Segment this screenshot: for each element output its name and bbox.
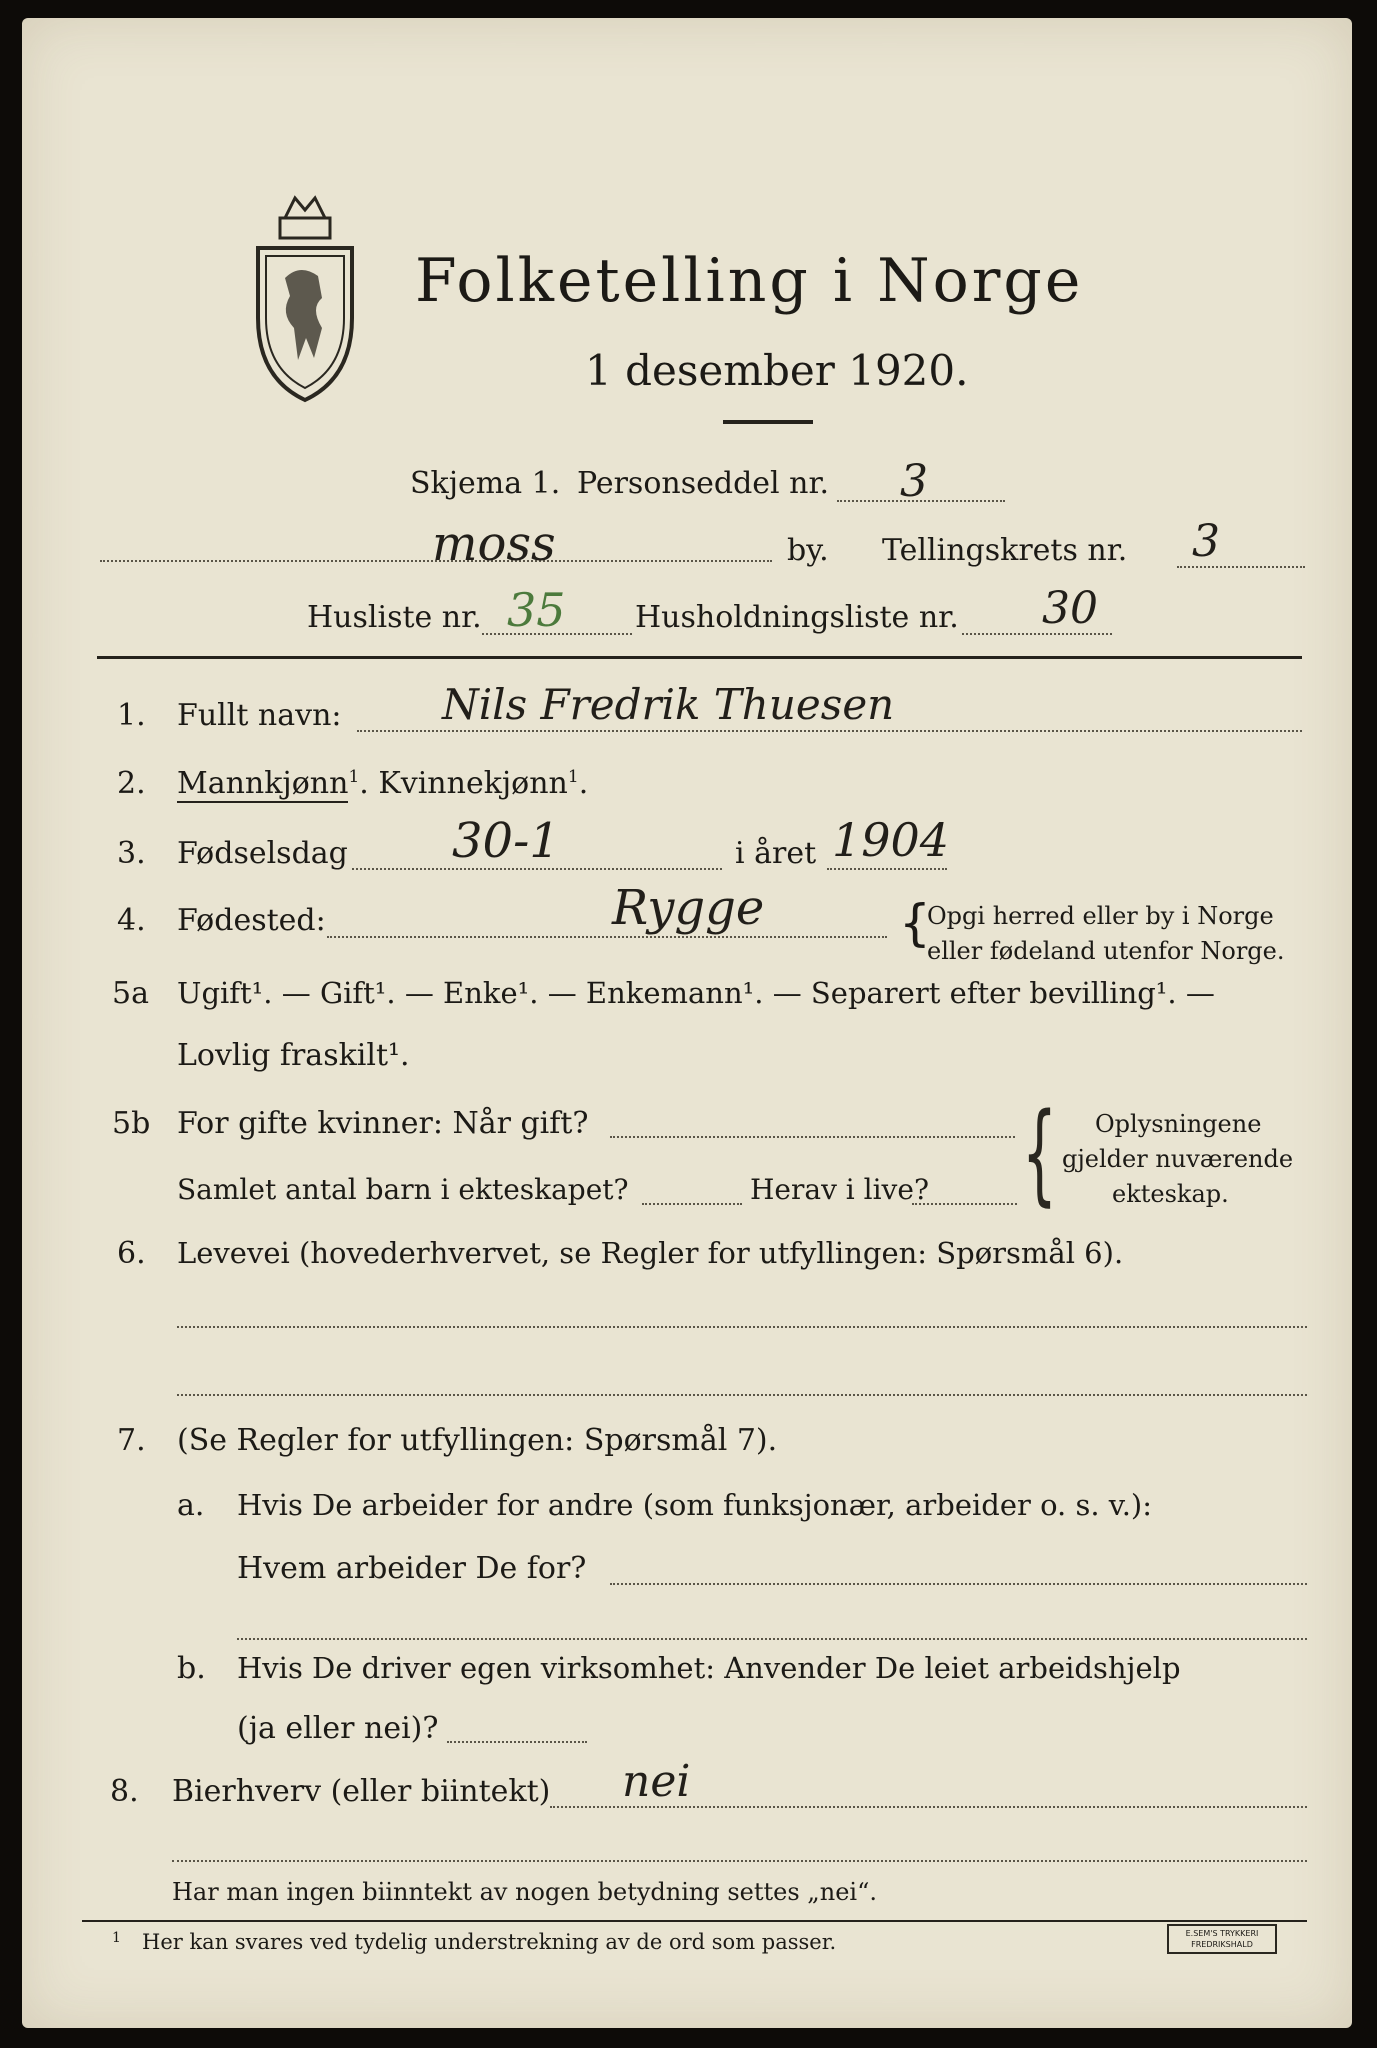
q8-label: Bierhverv (eller biintekt) — [172, 1774, 551, 1809]
q2-separator: . — [359, 766, 379, 801]
q5b-married-line — [610, 1136, 1015, 1138]
q7b-line — [447, 1741, 587, 1743]
q5a-number: 5a — [112, 976, 149, 1011]
personseddel-label: Personseddel nr. — [577, 466, 830, 501]
q5b-children: Samlet antal barn i ekteskapet? — [177, 1173, 629, 1206]
kvinnekjonn-option[interactable]: Kvinnekjønn — [378, 766, 568, 801]
q8-line-extra — [172, 1860, 1307, 1862]
q1-line — [357, 730, 1302, 732]
q7a-line-1: Hvis De arbeider for andre (som funksjonær, arbeider o. s. v.): — [237, 1488, 1153, 1522]
q7-label: (Se Regler for utfyllingen: Spørsmål 7). — [177, 1423, 778, 1458]
birthplace-value[interactable]: Rygge — [612, 880, 765, 936]
q7a-letter: a. — [177, 1488, 205, 1523]
footnote-text: Her kan svares ved tydelig understrekning av de ord som passer. — [142, 1930, 837, 1954]
husliste-value[interactable]: 35 — [507, 583, 566, 637]
q7-number: 7. — [117, 1423, 146, 1458]
footer-note: Har man ingen biinntekt av nogen betydning settes „nei“. — [172, 1878, 877, 1906]
title-divider — [723, 420, 813, 424]
footnote-mark: 1 — [112, 1930, 121, 1946]
birthday-value[interactable]: 30-1 — [452, 813, 560, 869]
q6-label: Levevei (hovederhvervet, se Regler for utfyllingen: Spørsmål 6). — [177, 1236, 1124, 1270]
marital-status-options-2[interactable]: Lovlig fraskilt¹. — [177, 1038, 410, 1073]
census-form — [22, 18, 1352, 2028]
q5b-note-1: Oplysningene — [1095, 1110, 1262, 1138]
q7a-line-extra — [237, 1638, 1307, 1640]
q7a-line-2: Hvem arbeider De for? — [237, 1551, 587, 1586]
q8-number: 8. — [110, 1774, 139, 1809]
q3-year-label: i året — [735, 836, 817, 871]
by-label: by. — [787, 533, 829, 568]
husliste-label: Husliste nr. — [307, 600, 482, 635]
q6-line-1 — [177, 1326, 1307, 1328]
q7b-letter: b. — [177, 1651, 206, 1686]
q7b-line-1: Hvis De driver egen virksomhet: Anvender De leiet arbeidshjelp — [237, 1651, 1181, 1685]
q2-number: 2. — [117, 766, 146, 801]
form-title: Folketelling i Norge — [415, 246, 1084, 316]
q7b-line-2: (ja eller nei)? — [237, 1711, 439, 1746]
q5b-note-2: gjelder nuværende — [1062, 1145, 1294, 1173]
husholdningsliste-label: Husholdningsliste nr. — [635, 600, 959, 635]
norwegian-coat-of-arms-icon — [250, 188, 360, 408]
q2-end: . — [578, 766, 589, 801]
q5b-number: 5b — [112, 1106, 151, 1141]
full-name-value[interactable]: Nils Fredrik Thuesen — [442, 680, 895, 729]
side-income-value[interactable]: nei — [622, 1756, 691, 1807]
q5b-alive: Herav i live? — [750, 1173, 929, 1206]
printer-line-2: FREDRIKSHALD — [1191, 1940, 1253, 1949]
q5b-note-3: ekteskap. — [1112, 1180, 1229, 1208]
q4-line — [327, 936, 887, 938]
q6-line-2 — [177, 1394, 1307, 1396]
footnote-separator — [82, 1920, 1307, 1922]
q1-number: 1. — [117, 698, 146, 733]
header-separator — [97, 656, 1302, 659]
q3-label: Fødselsdag — [177, 836, 348, 871]
q7a-line — [610, 1583, 1307, 1585]
q5b-bracket: { — [1022, 1089, 1057, 1217]
husholdningsliste-value[interactable]: 30 — [1042, 583, 1098, 634]
city-value[interactable]: moss — [432, 516, 556, 572]
printer-line-1: E.SEM'S TRYKKERI — [1185, 1929, 1259, 1938]
q3-number: 3. — [117, 836, 146, 871]
tellingskrets-label: Tellingskrets nr. — [882, 533, 1128, 568]
personseddel-value[interactable]: 3 — [900, 456, 928, 507]
skjema-label: Skjema 1. — [410, 466, 561, 501]
q2-options: Mannkjønn$^1$. Kvinnekjønn$^1$. — [177, 766, 589, 801]
printer-mark — [1167, 1924, 1277, 1954]
q4-note-1: Opgi herred eller by i Norge — [927, 902, 1274, 930]
q4-number: 4. — [117, 903, 146, 938]
mannkjonn-option[interactable]: Mannkjønn — [177, 766, 349, 801]
q4-note-2: eller fødeland utenfor Norge. — [927, 937, 1285, 965]
q1-label: Fullt navn: — [177, 698, 342, 733]
q4-bracket: { — [899, 894, 931, 952]
q4-label: Fødested: — [177, 903, 326, 938]
q5b-children-line — [642, 1203, 742, 1205]
birth-year-value[interactable]: 1904 — [832, 813, 950, 867]
q5b-alive-line — [912, 1203, 1017, 1205]
q3-year-line — [827, 868, 947, 870]
marital-status-options[interactable]: Ugift¹. — Gift¹. — Enke¹. — Enkemann¹. — Separert efter bevilling¹. — — [177, 976, 1215, 1010]
census-date: 1 desember 1920. — [585, 346, 969, 395]
tellingskrets-value[interactable]: 3 — [1192, 516, 1220, 567]
q5b-married-when: For gifte kvinner: Når gift? — [177, 1106, 589, 1141]
q6-number: 6. — [117, 1236, 146, 1271]
